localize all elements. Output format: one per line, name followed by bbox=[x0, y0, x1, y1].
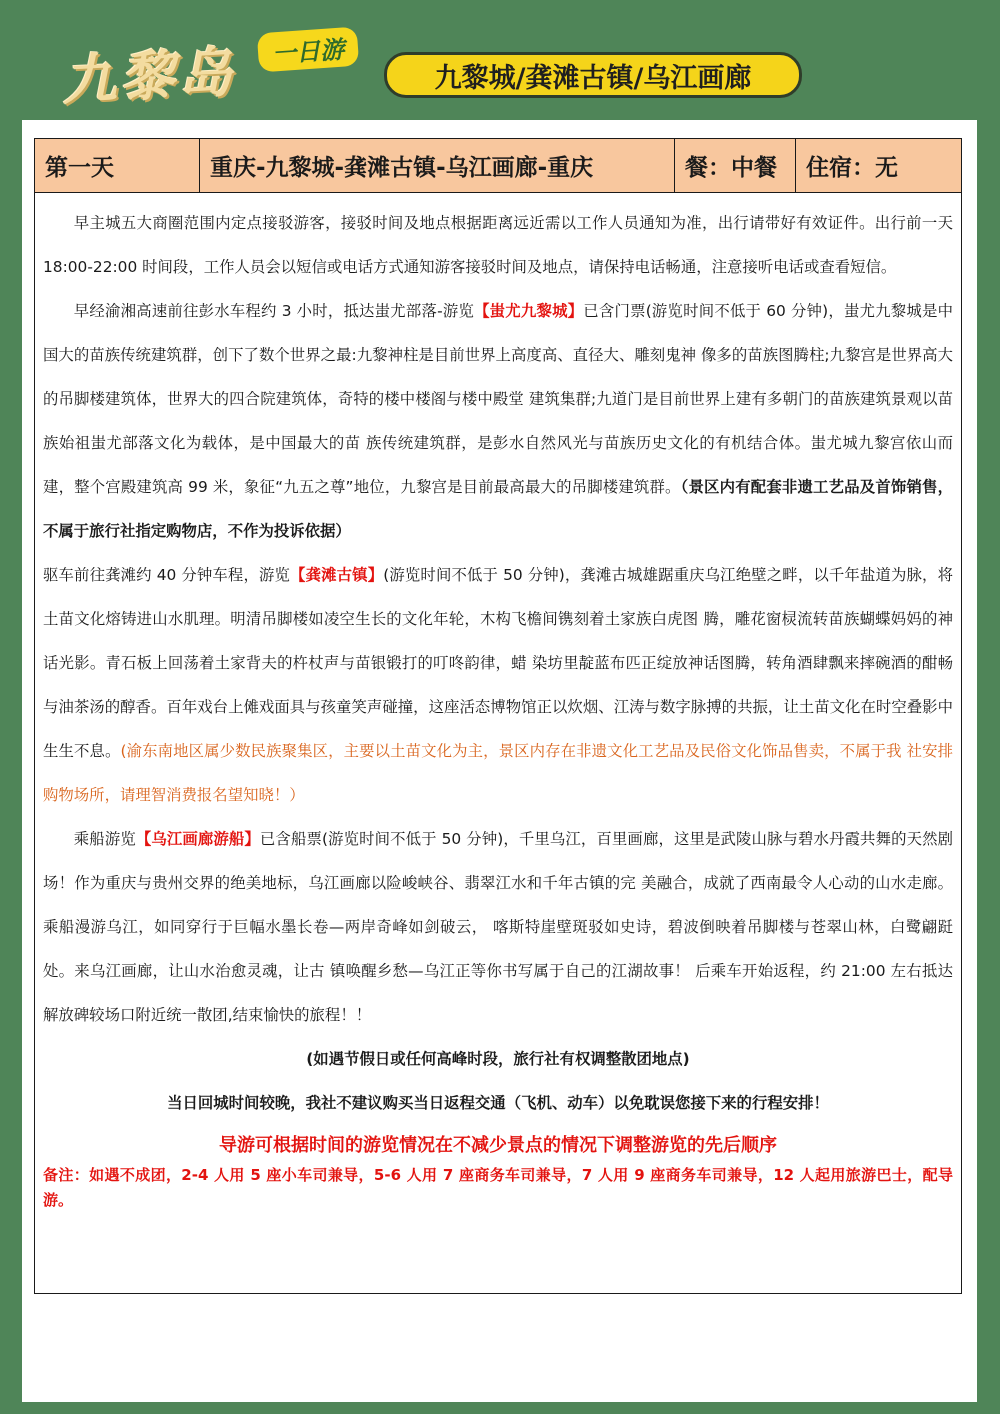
jiuli-city-paragraph bbox=[43, 289, 953, 553]
shopping-disclaimer: （景区内有配套非遗工艺品及首饰销售，不属于旅行社指定购物店，不作为投诉依据） bbox=[43, 478, 953, 540]
day-label: 第一天 bbox=[35, 139, 200, 192]
attraction-highlight: 【蚩尤九黎城】 bbox=[474, 302, 584, 320]
day-header-row bbox=[35, 139, 961, 193]
page-header bbox=[0, 0, 1000, 120]
meal-info: 餐：中餐 bbox=[675, 139, 796, 192]
paragraph-text: 已含门票(游览时间不低于 60 分钟)，蚩尤九黎城是中国大的苗族传统建筑群，创下了数个世界之最:九黎神柱是目前世界上高度高、直径大、雕刻鬼神 像多的苗族图腾柱;九黎宫是世界高大的吊脚楼建筑体，世界大的四合院建筑体，奇特的楼中楼阁与楼中殿堂 建筑集群;九道门是目前世界上建有多朝门的苗族建筑景观以苗族始祖蚩尤部落文化为载体，是中国最大的苗 族传统建筑群，是彭水自然风光与苗族历史文化的有机结合体。蚩尤城九黎宫依山而建，整个宫殿建筑高 99 米，象征“九五之尊”地位，九黎宫是目前最高最大的吊脚楼建筑群。 bbox=[43, 302, 953, 496]
itinerary-table bbox=[34, 138, 962, 1294]
paragraph-text: 驱车前往龚滩约 40 分钟车程，游览 bbox=[43, 566, 291, 584]
shopping-disclaimer: (渝东南地区属少数民族聚集区，主要以土苗文化为主，景区内存在非遗文化工艺品及民俗文化饰品售卖，不属于我 社安排购物场所，请理智消费报名望知晓！） bbox=[43, 742, 953, 804]
paragraph-text: 已含船票(游览时间不低于 50 分钟)，千里乌江，百里画廊，这里是武陵山脉与碧水丹霞共舞的天然剧场！作为重庆与贵州交界的绝美地标，乌江画廊以险峻峡谷、翡翠江水和千年古镇的完 美融合，成就了西南最令人心动的山水走廊。乘船漫游乌江，如同穿行于巨幅水墨长卷—两岸奇峰如剑破云， 喀斯特崖壁斑驳如史诗，碧波倒映着吊脚楼与苍翠山林，白鹭翩跹处。来乌江画廊，让山水治愈灵魂，让古 镇唤醒乡愁—乌江正等你书写属于自己的江湖故事！ 后乘车开始返程，约 21:00 左右抵达解放碑较场口附近统一散团,结束愉快的旅程！！ bbox=[43, 830, 953, 1024]
attraction-highlight: 【龚滩古镇】 bbox=[290, 566, 384, 584]
paragraph-text: 乘船游览 bbox=[73, 830, 136, 848]
day-route: 重庆-九黎城-龚滩古镇-乌江画廊-重庆 bbox=[200, 139, 675, 192]
gongtan-paragraph bbox=[43, 553, 953, 817]
day-description bbox=[35, 193, 961, 1213]
guide-adjustment-notice: 导游可根据时间的游览情况在不减少景点的情况下调整游览的先后顺序 bbox=[219, 1135, 777, 1156]
lodging-info: 住宿：无 bbox=[806, 155, 898, 181]
dispersal-note: (如遇节假日或任何高峰时段，旅行社有权调整散团地点) bbox=[306, 1050, 690, 1068]
group-size-remark: 备注：如遇不成团，2-4 人用 5 座小车司兼导，5-6 人用 7 座商务车司兼导，7 人用 9 座商务车司兼导，12 人起用旅游巴士，配导游。 bbox=[43, 1166, 953, 1209]
paragraph-text: (游览时间不低于 50 分钟)，龚滩古城雄踞重庆乌江绝壁之畔，以千年盐道为脉，将土苗文化熔铸进山水肌理。明清吊脚楼如凌空生长的文化年轮，木构飞檐间镌刻着土家族白虎图 腾，雕花窗棂流转苗族蝴蝶妈妈的神话光影。青石板上回荡着土家背夫的杵杖声与苗银锻打的叮咚韵律，蜡 染坊里靛蓝布匹正绽放神话图腾，转角酒肆飘来摔碗酒的酣畅与油茶汤的醇香。百年戏台上傩戏面具与孩童笑声碰撞，这座活态博物馆正以炊烟、江涛与数字脉搏的共振，让土苗文化在时空叠影中生生不息。 bbox=[43, 566, 953, 760]
paragraph-text: 早经渝湘高速前往彭水车程约 3 小时，抵达蚩尤部落-游览 bbox=[73, 302, 475, 320]
route-title-banner: 九黎城/龚滩古镇/乌江画廊 bbox=[384, 52, 802, 98]
one-day-tour-badge: 一日游 bbox=[257, 27, 359, 73]
wujiang-paragraph bbox=[43, 817, 953, 1037]
attraction-highlight: 【乌江画廊游船】 bbox=[135, 830, 260, 848]
brand-logo: 九黎岛 bbox=[60, 39, 238, 113]
pickup-paragraph: 早主城五大商圈范围内定点接驳游客，接驳时间及地点根据距离远近需以工作人员通知为准，出行请带好有效证件。出行前一天 18:00-22:00 时间段，工作人员会以短信或电话方式通知游客接驳时间及地点，请保持电话畅通，注意接听电话或查看短信。 bbox=[43, 214, 953, 276]
itinerary-sheet bbox=[22, 120, 977, 1402]
return-transport-note: 当日回城时间较晚，我社不建议购买当日返程交通（飞机、动车）以免耽误您接下来的行程安排！ bbox=[167, 1094, 829, 1112]
